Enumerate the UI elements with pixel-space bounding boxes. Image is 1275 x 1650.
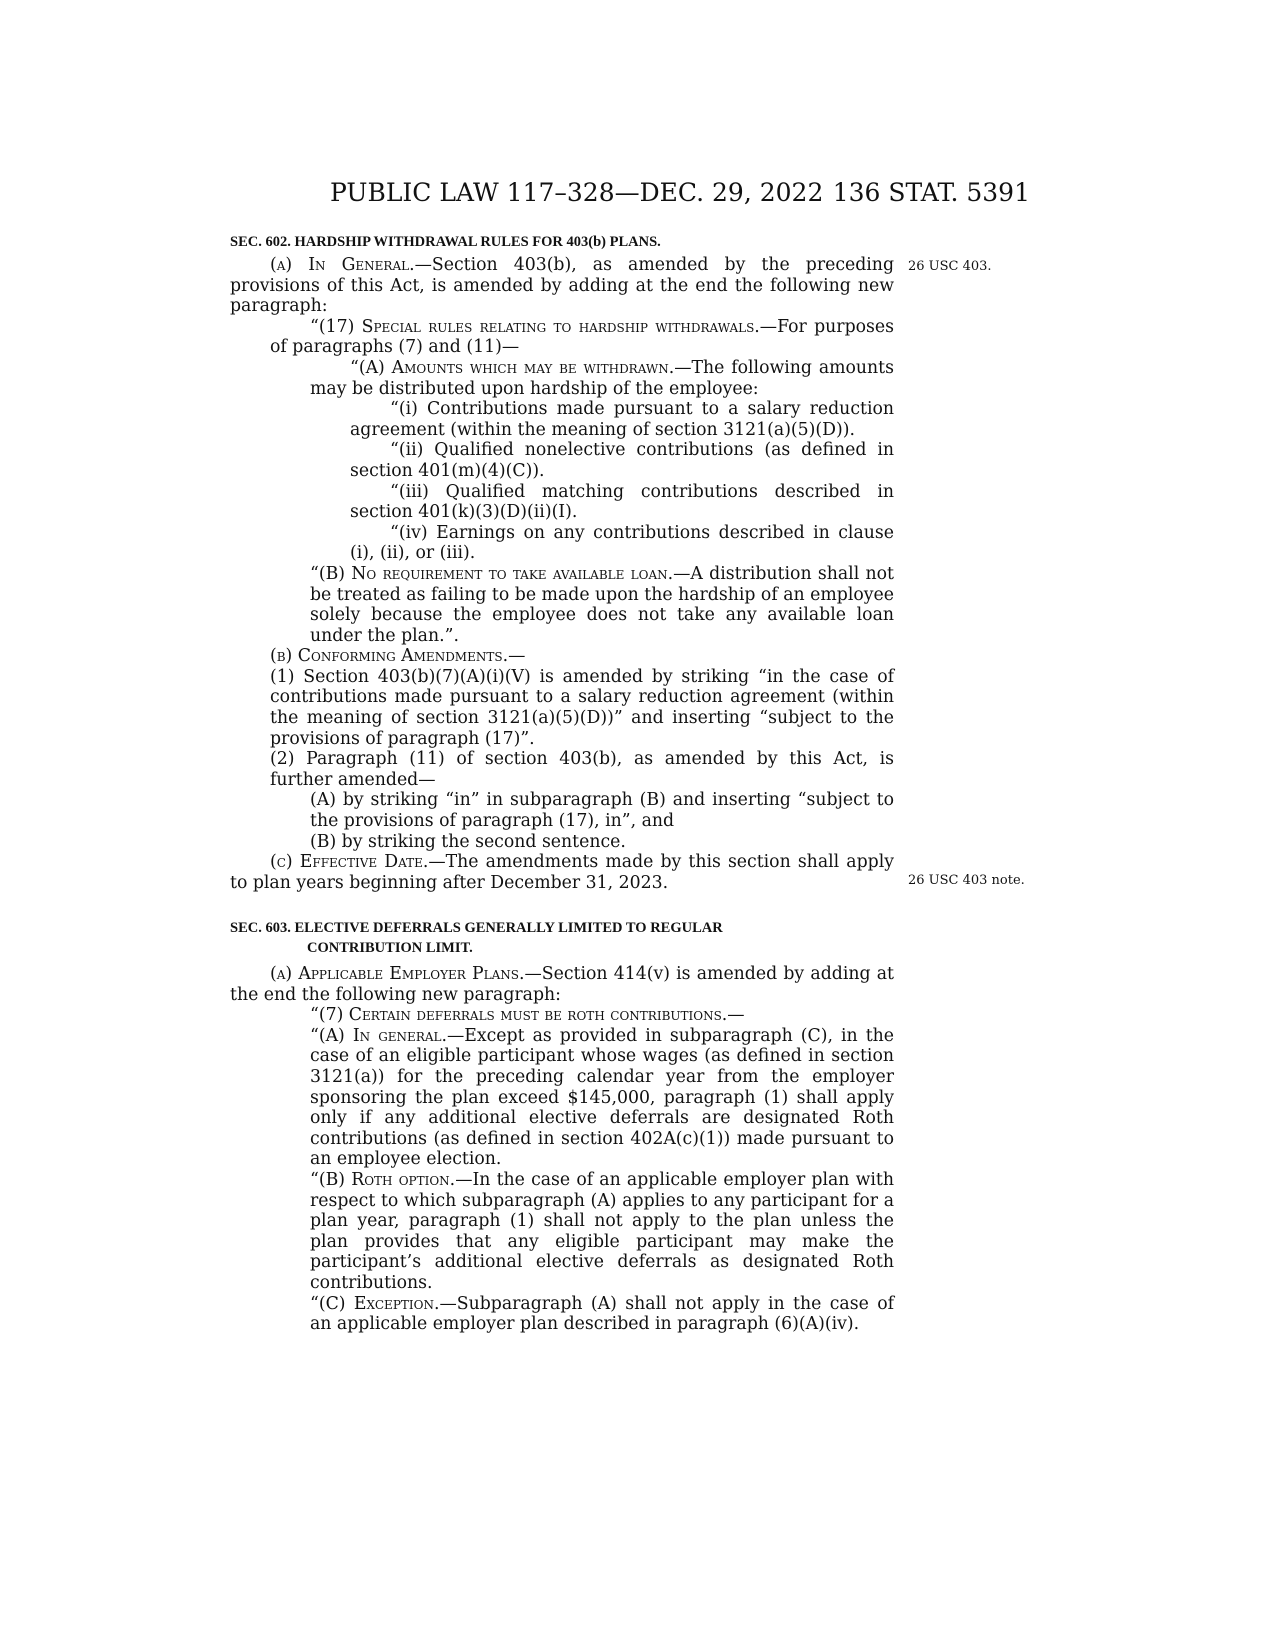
margin-note-26usc403: 26 USC 403.	[908, 259, 992, 274]
section-603-subparagraph-A: “(A) In general.—Except as provided in subparagraph (C), in the case of an eligible participant whose wages (as defined in section 3121(a)) for the preceding calendar year from the employer sponsoring the plan exceed $145,000, paragraph (1) shall apply only if any additional elective deferrals are designated Roth contributions (as defined in section 402A(c)(1)) made pursuant to an employee election.	[310, 1025, 894, 1170]
page-header	[330, 178, 1030, 218]
section-603-heading: SEC. 603. ELECTIVE DEFERRALS GENERALLY LIMITED TO REGULAR CONTRIBUTION LIMIT.	[230, 920, 723, 956]
clause-iv: “(iv) Earnings on any contributions described in clause (i), (ii), or (iii).	[350, 522, 894, 564]
subsection-b: (b) Conforming Amendments.—	[270, 646, 526, 667]
running-title: PUBLIC LAW 117–328—DEC. 29, 2022	[330, 178, 824, 207]
clause-ii: “(ii) Qualified nonelective contributions (as defined in section 401(m)(4)(C)).	[350, 440, 894, 481]
subsection-a: (a) In General.—Section 403(b), as amended by the preceding provisions of this Act, is amended by adding at the end the following new paragraph:	[230, 255, 895, 317]
clause-i: “(i) Contributions made pursuant to a salary reduction agreement (within the meaning of section 3121(a)(5)(D)).	[350, 399, 894, 440]
subparagraph-B: “(B) No requirement to take available loan.—A distribution shall not be treated as failing to be made upon the hardship of an employee solely because the employee does not take any available loan under the plan.”.	[310, 563, 894, 646]
section-603-body	[230, 964, 894, 1335]
subsection-c: (c) Effective Date.—The amendments made by this section shall apply to plan years beginning after December 31, 2023.	[230, 852, 894, 893]
paragraph-17: “(17) Special rules relating to hardship withdrawals.—For purposes of paragraphs (7) and (11)—	[270, 316, 894, 358]
amendment-2-B: (B) by striking the second sentence.	[310, 831, 626, 852]
section-603-subsection-a: (a) Applicable Employer Plans.—Section 414(v) is amended by adding at the end the following new paragraph:	[230, 964, 894, 1005]
section-602-heading: SEC. 602. HARDSHIP WITHDRAWAL RULES FOR 403(b) PLANS.	[230, 234, 661, 250]
page-number: 136 STAT. 5391	[832, 178, 1030, 207]
subparagraph-A: “(A) Amounts which may be withdrawn.—The following amounts may be distributed upon hardship of the employee:	[310, 357, 894, 399]
section-603-subparagraph-C: “(C) Exception.—Subparagraph (A) shall not apply in the case of an applicable employer plan described in paragraph (6)(A)(iv).	[310, 1293, 894, 1335]
amendment-2: (2) Paragraph (11) of section 403(b), as amended by this Act, is further amended—	[270, 749, 894, 790]
section-603-subparagraph-B: “(B) Roth option.—In the case of an applicable employer plan with respect to which subparagraph (A) applies to any participant for a plan year, paragraph (1) shall not apply to the plan unless the plan provides that any eligible participant may make the participant’s additional elective deferrals as designated Roth contributions.	[310, 1169, 894, 1293]
paragraph-7: “(7) Certain deferrals must be roth contributions.—	[310, 1005, 745, 1026]
clause-iii: “(iii) Qualified matching contributions described in section 401(k)(3)(D)(ii)(I).	[350, 481, 894, 523]
section-602-body	[230, 255, 894, 893]
margin-note-26usc403-note: 26 USC 403 note.	[908, 873, 1025, 888]
amendment-2-A: (A) by striking “in” in subparagraph (B) and inserting “subject to the provisions of paragraph (17), in”, and	[310, 790, 894, 832]
amendment-1: (1) Section 403(b)(7)(A)(i)(V) is amended by striking “in the case of contributions made pursuant to a salary reduction agreement (within the meaning of section 3121(a)(5)(D))” and inserting “subject to the provisions of paragraph (17)”.	[270, 666, 894, 749]
